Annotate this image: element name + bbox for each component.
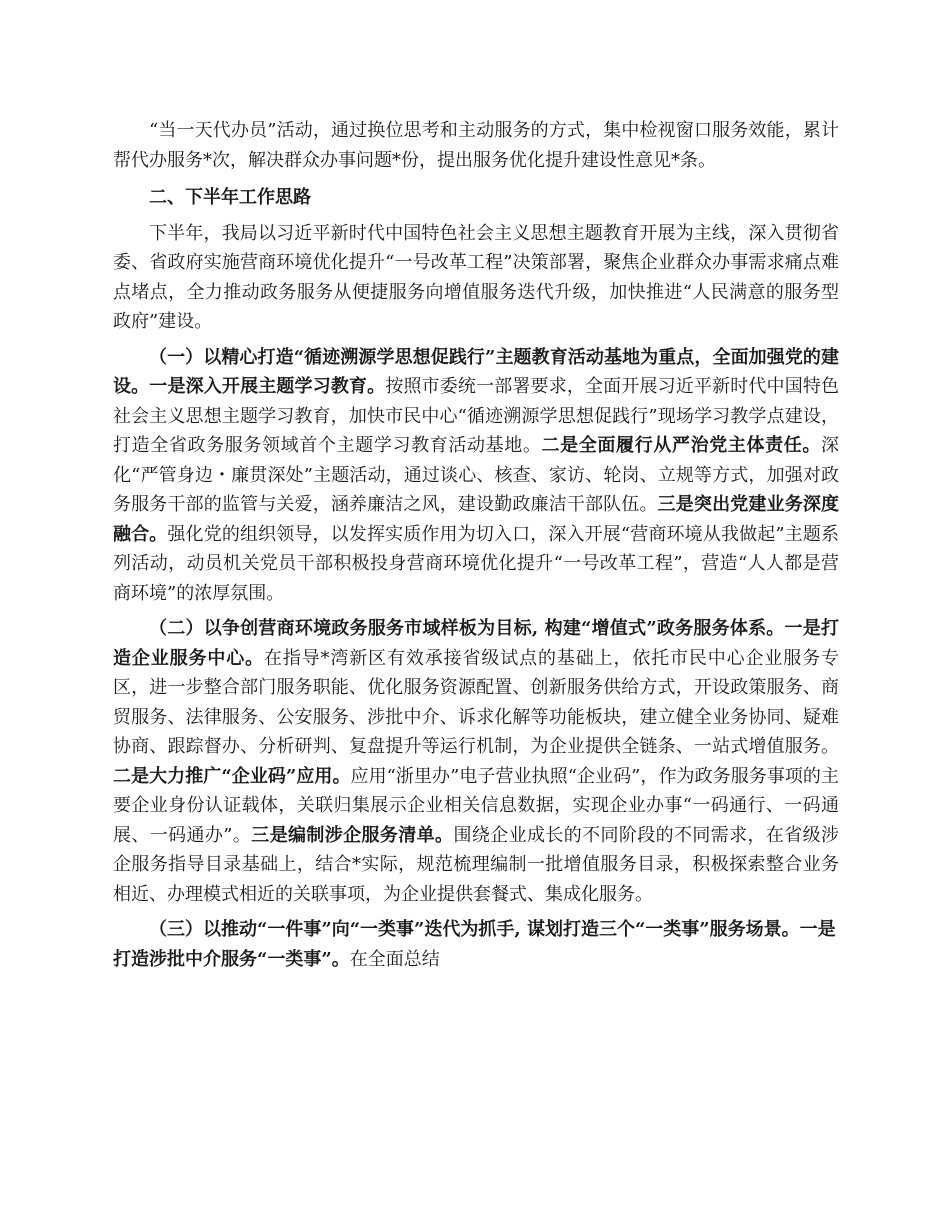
service-scenarios-lead: （三）以推动“一件事”向“一类事”迭代为抓手, 谋划打造三个“一类事”服务场景。一是打造涉批中介服务“一类事”。 (113, 919, 836, 970)
service-scenarios-body-1: 在全面总结 (349, 948, 440, 970)
document-body (113, 116, 839, 974)
party-building-body-2: 深化“严管身边・廉贯深处”主题活动，通过谈心、核查、家访、轮岗、立规等方式，加强对政务服务干部的监管与关爱，涵养廉洁之风，建设勤政廉洁干部队伍。 (113, 435, 840, 515)
paragraph-activity-summary: “当一天代办员”活动，通过换位思考和主动服务的方式，集中检视窗口服务效能，累计帮代办服务*次，解决群众办事问题*份，提出服务优化提升建设性意见*条。 (113, 120, 839, 171)
service-system-point-2: 二是大力推广“企业码”应用。 (113, 765, 351, 787)
party-building-point-3: 三是突出党建业务深度融合。 (113, 494, 840, 545)
service-system-body-3: 围绕企业成长的不同阶段的不同需求，在省级涉企服务指导目录基础上，结合*实际，规范梳理编制一批增值服务目录，积极探索整合业务相近、办理模式相近的关联事项，为企业提供套餐式、集成化服务。 (113, 824, 840, 905)
service-system-lead: （二）以争创营商环境政务服务市域样板为目标, 构建“增值式”政务服务体系。一是打造企业服务中心。 (113, 618, 839, 669)
party-building-body-3: 强化党的组织领导，以发挥实质作用为切入口，深入开展“营商环境从我做起”主题系列活动，动员机关党员干部积极投身营商环境优化提升“一号改革工程”，营造“人人都是营商环境”的浓厚氛围。 (113, 523, 839, 604)
paragraph-second-half-overview: 下半年，我局以习近平新时代中国特色社会主义思想主题教育开展为主线，深入贯彻省委、省政府实施营商环境优化提升“一号改革工程”决策部署，聚焦企业群众办事需求痛点难点堵点，全力推动政务服务从便捷服务向增值服务迭代升级，加快推进“人民满意的服务型政府”建设。 (113, 222, 839, 332)
service-system-body-2: 应用“浙里办”电子营业执照“企业码”，作为政务服务事项的主要企业身份认证载体，关联归集展示企业相关信息数据，实现企业办事“一码通行、一码通展、一码通办”。 (113, 765, 839, 846)
section-heading-second-half-plan: 二、下半年工作思路 (149, 187, 311, 208)
party-building-body-1: 按照市委统一部署要求，全面开展习近平新时代中国特色社会主义思想主题学习教育，加快市民中心“循迹溯源学思想促践行”现场学习教学点建设，打造全省政务服务领域首个主题学习教育活动基地。 (113, 376, 840, 456)
paragraph-service-system (113, 614, 839, 909)
service-system-point-3: 三是编制涉企服务清单。 (251, 824, 454, 846)
service-system-body-1: 在指导*湾新区有效承接省级试点的基础上，依托市民中心企业服务专区，进一步整合部门服务职能、优化服务资源配置、创新服务供给方式，开设政策服务、商贸服务、法律服务、公安服务、涉批中介、诉求化解等功能板块，建立健全业务协同、疑难协商、跟踪督办、分析研判、复盘提升等运行机制，为企业提供全链条、一站式增值服务。 (113, 647, 840, 757)
party-building-point-2: 二是全面履行从严治党主体责任。 (541, 435, 822, 456)
paragraph-service-scenarios (113, 915, 839, 974)
party-building-lead: （一）以精心打造“循迹溯源学思想促践行”主题教育活动基地为重点，全面加强党的建设。一是深入开展主题学习教育。 (113, 346, 839, 397)
paragraph-party-building (113, 343, 839, 609)
